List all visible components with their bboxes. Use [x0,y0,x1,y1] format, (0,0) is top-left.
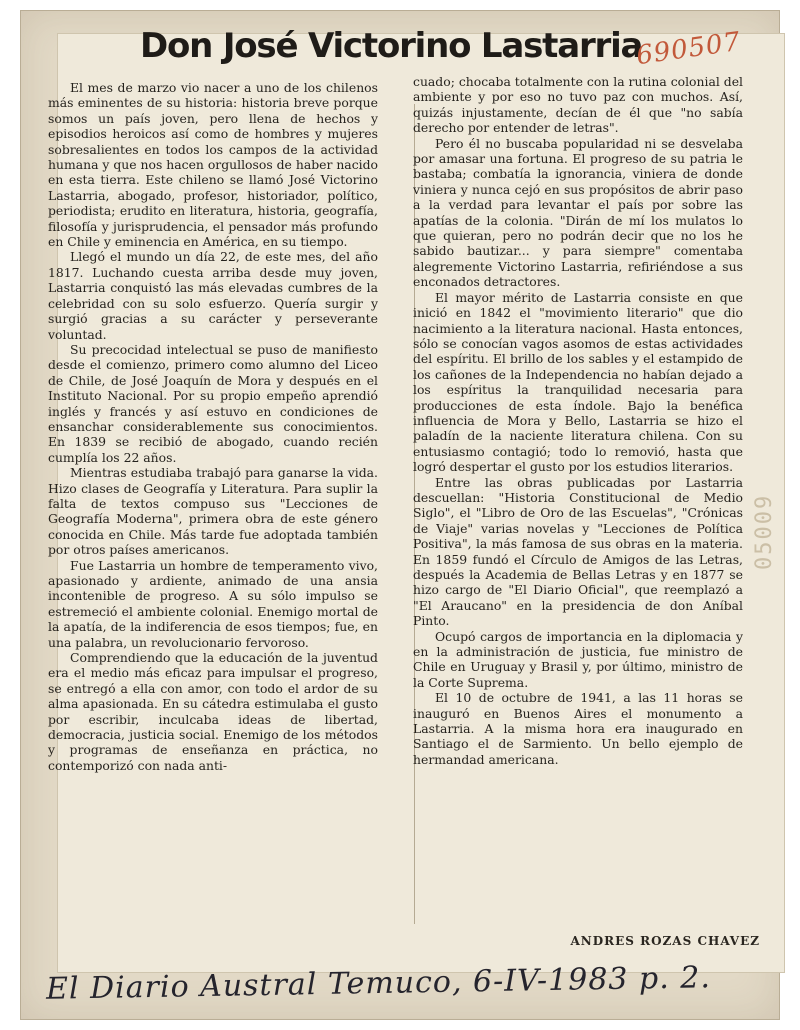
article-right-column [413,74,743,934]
article-paragraph: cuado; chocaba totalmente con la rutina colonial del ambiente y por eso no tuvo paz con muchos. Así, quizás injustamente, decían de él que "no sabía derecho por entender de letras". [413,74,743,136]
article-paragraph: Pero él no buscaba popularidad ni se desvelaba por amasar una fortuna. El progreso de su patria le bastaba; combatía la ignorancia, viniera de donde viniera y nunca cejó en sus propósitos de abrir paso a la verdad para levantar el país por sobre las apatías de la colonia. "Dirán de mí los mulatos lo que quieran, pero no podrán decir que no los he sabido bautizar... y para siempre" comentaba alegremente Victorino Lastarria, refiriéndose a sus enconados detractores. [413,135,743,290]
handwritten-source-note: El Diario Austral Temuco, 6-IV-1983 p. 2. [45,960,712,1007]
article-headline: Don José Victorino Lastarria [140,26,643,66]
article-paragraph: Fue Lastarria un hombre de temperamento vivo, apasionado y ardiente, animado de una ansia incontenible de progreso. A su sólo impulso se estremeció el ambiente colonial. Enemigo mortal de la apatía, de la indiferencia de esos tiempos; fue, en una palabra, un revolucionario fervoroso. [48,557,378,650]
article-paragraph: Ocupó cargos de importancia en la diplomacia y en la administración de justicia, fue ministro de Chile en Uruguay y Brasil y, por último, ministro de la Corte Suprema. [413,628,743,690]
handwritten-catalog-code: 690507 [634,26,743,72]
article-paragraph: El 10 de octubre de 1941, a las 11 horas se inauguró en Buenos Aires el monumento a Lastarria. A la misma hora era inaugurado en Santiago el de Sarmiento. Un bello ejemplo de hermandad americana. [413,690,743,767]
article-paragraph: El mayor mérito de Lastarria consiste en que inició en 1842 el "movimiento literario" que dio nacimiento a la literatura nacional. Hasta entonces, sólo se conocían vagos asomos de estas actividades del espíritu. El brillo de los sables y el estampido de los cañones de la Independencia no habían dejado a los espíritus la tranquilidad necesaria para producciones de esta índole. Bajo la benéfica influencia de Mora y Bello, Lastarria se hizo el paladín de la naciente literatura chilena. Con su entusiasmo contagió; todo lo removió, hasta que logró despertar el gusto por los estudios literarios. [413,289,743,475]
article-paragraph: El mes de marzo vio nacer a uno de los chilenos más eminentes de su historia: historia breve porque somos un país joven, pero llena de hechos y episodios heroicos así como de hombres y mujeres sobresalientes en todos los campos de la actividad humana y que nos hacen orgullosos de haber nacido en esta tierra. Este chileno se llamó José Victorino Lastarria, abogado, profesor, historiador, político, periodista; erudito en literatura, historia, geografía, filosofía y jurisprudencia, el pensador más profundo en Chile y eminencia en América, en su tiempo. [48,80,378,250]
article-paragraph: Su precocidad intelectual se puso de manifiesto desde el comienzo, primero como alumno del Liceo de Chile, de José Joaquín de Mora y después en el Instituto Nacional. Por su propio empeño aprendió inglés y francés y así estuvo en condiciones de ensanchar considerablemente sus conocimientos. En 1839 se recibió de abogado, cuando recién cumplía los 22 años. [48,341,378,465]
article-byline: ANDRES ROZAS CHAVEZ [570,934,760,948]
article-paragraph: Llegó el mundo un día 22, de este mes, del año 1817. Luchando cuesta arriba desde muy joven, Lastarria conquistó las más elevadas cumbres de la celebridad con su solo esfuerzo. Quería surgir y surgió gracias a su carácter y perseverante voluntad. [48,249,378,342]
side-stamp: 05009 [752,493,777,570]
article-left-column [48,80,378,950]
article-paragraph: Entre las obras publicadas por Lastarria descuellan: "Historia Constitucional de Medio Siglo", el "Libro de Oro de las Escuelas", "Crónicas de Viaje" varias novelas y "Lecciones de Política Positiva", la más famosa de sus obras en la materia. En 1859 fundó el Círculo de Amigos de las Letras, después la Academia de Bellas Letras y en 1877 se hizo cargo de "El Diario Oficial", que reemplazó a "El Araucano" en la presidencia de don Aníbal Pinto. [413,474,743,629]
article-paragraph: Comprendiendo que la educación de la juventud era el medio más eficaz para impulsar el progreso, se entregó a ella con amor, con todo el ardor de su alma apasionada. En su cátedra estimulaba el gusto por escribir, inculcaba ideas de libertad, democracia, justicia social. Enemigo de los métodos y programas de enseñanza en práctica, no contemporizó con nada anti- [48,650,378,773]
article-paragraph: Mientras estudiaba trabajó para ganarse la vida. Hizo clases de Geografía y Literatura. Para suplir la falta de textos compuso sus "Lecciones de Geografía Moderna", primera obra de este género conocida en Chile. Más tarde fue adoptada también por otros países americanos. [48,465,378,558]
